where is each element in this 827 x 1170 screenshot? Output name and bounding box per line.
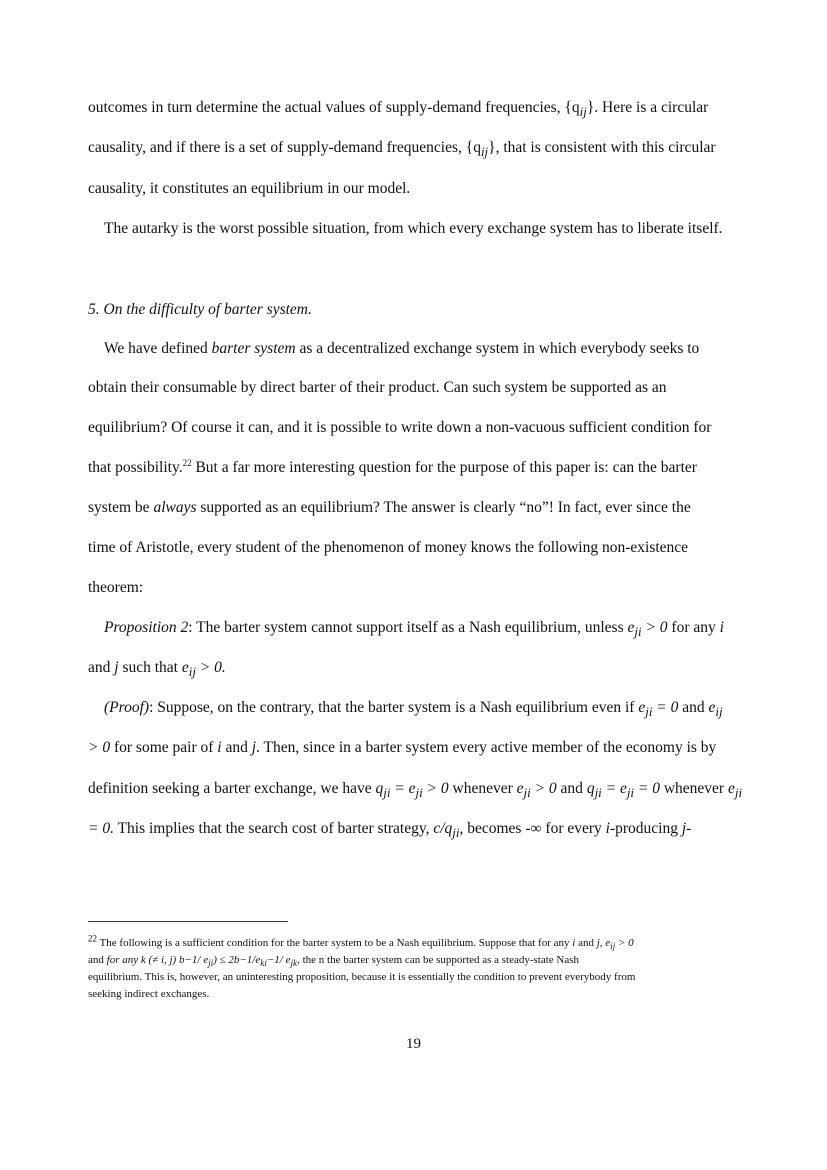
- proof-line: = 0. This implies that the search cost of barter strategy, $c/q_{ji}$, becomes -∞ for every i-producing j-: [88, 820, 692, 841]
- footnote-line: $^{22}$ The following is a sufficient condition for the barter system to be a Nash equilibrium. Suppose that for any i and j, $e_{ij} > 0$: [88, 933, 634, 952]
- footnote-line: seeking indirect exchanges.: [88, 988, 210, 1000]
- proposition-line: Proposition 2: The barter system cannot support itself as a Nash equilibrium, unless $e_{ji} > 0$ for any i: [104, 619, 724, 640]
- body-line: equilibrium? Of course it can, and it is possible to write down a non-vacuous sufficient condition for: [88, 419, 712, 436]
- body-line: The autarky is the worst possible situation, from which every exchange system has to liberate itself.: [104, 220, 723, 237]
- proposition-line: and j such that $e_{ij} > 0$.: [88, 659, 226, 680]
- footnote-line: and for any k (≠ i, j) b−1/ $e_{ji}) \le 2b-1/e_{ki}-1/$ $e_{jk}$, the n the barter system can be supported as a steady-state Nash: [88, 954, 580, 969]
- body-line: obtain their consumable by direct barter of their product. Can such system be supported as an: [88, 379, 667, 396]
- proof-label: (Proof): [104, 699, 150, 716]
- section-heading: 5. On the difficulty of barter system.: [88, 301, 312, 318]
- body-line: that possibility.$^{22}$ But a far more interesting question for the purpose of this paper is: can the barter: [88, 457, 697, 476]
- body-line: time of Aristotle, every student of the phenomenon of money knows the following non-existence: [88, 539, 689, 556]
- body-line: outcomes in turn determine the actual values of supply-demand frequencies, $\{q_{ij}\}$. Here is a circular: [88, 99, 709, 120]
- footnote-mark: 22: [88, 933, 97, 944]
- footnote-line: equilibrium. This is, however, an uninteresting proposition, because it is essentially the condition to prevent everybody from: [88, 971, 636, 983]
- proposition-label: Proposition 2: [104, 619, 189, 636]
- proof-line: > 0 for some pair of i and j. Then, since in a barter system every active member of the economy is by: [88, 739, 717, 756]
- body-line: causality, it constitutes an equilibrium in our model.: [88, 180, 411, 197]
- body-line: causality, and if there is a set of supply-demand frequencies, $\{q_{ij}\}$, that is consistent with this circular: [88, 139, 716, 160]
- body-line: system be always supported as an equilibrium? The answer is clearly “no”! In fact, ever since the: [88, 499, 691, 516]
- footnote-divider: [88, 921, 288, 922]
- page-number: 19: [406, 1036, 421, 1052]
- body-line: We have defined barter system as a decentralized exchange system in which everybody seeks to: [104, 340, 700, 357]
- body-line: theorem:: [88, 579, 144, 596]
- proof-line: (Proof): Suppose, on the contrary, that the barter system is a Nash equilibrium even if $e_{ji} = 0$ and $e_{ij}$: [104, 699, 723, 720]
- footnote-ref[interactable]: 22: [182, 457, 192, 468]
- proof-line: definition seeking a barter exchange, we have $q_{ji} = e_{ji} > 0$ whenever $e_{ji} > 0$ and $q_{ji} = e_{ji} = 0$ whenever $e_{ji}$: [88, 780, 743, 801]
